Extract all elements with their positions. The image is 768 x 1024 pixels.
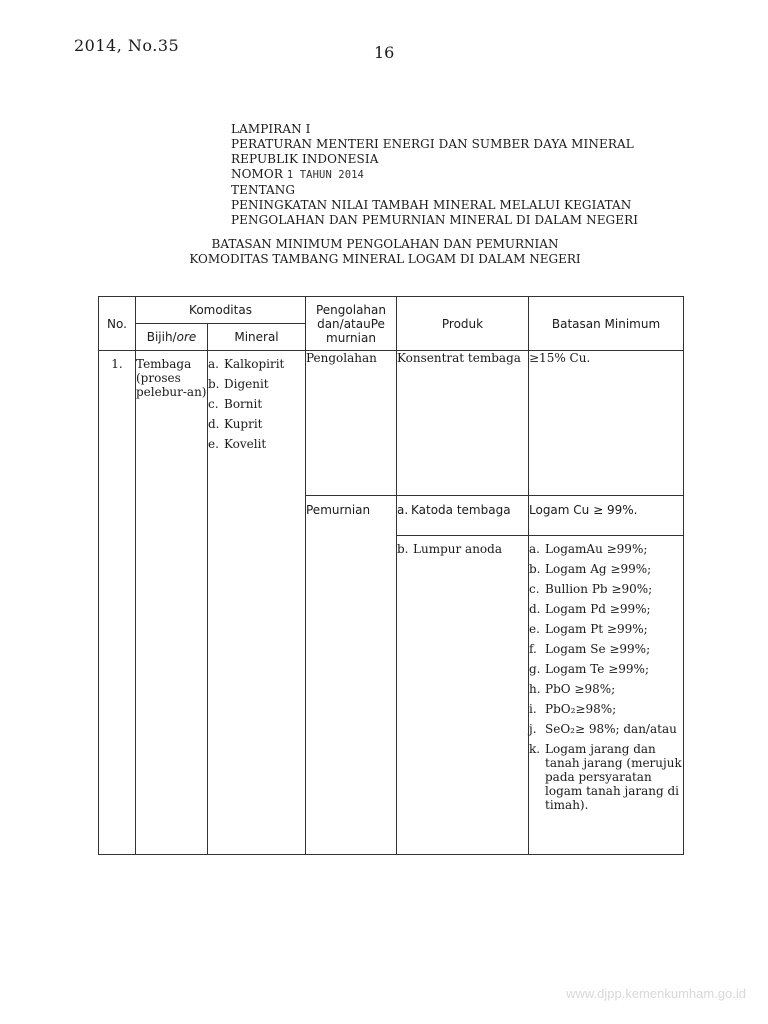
- batasan-mark: j.: [529, 722, 537, 736]
- mineral-name: Kalkopirit: [224, 357, 285, 371]
- batasan-text: Logam Pt ≥99%;: [545, 622, 648, 636]
- nomor-label: NOMOR: [231, 167, 283, 181]
- subject-line: PENGOLAHAN DAN PEMURNIAN MINERAL DI DALAM NEGERI: [231, 213, 639, 227]
- row-number: 1.: [99, 351, 136, 855]
- batasan-text: SeO₂≥ 98%; dan/atau: [545, 722, 677, 736]
- katoda-item: [397, 503, 528, 517]
- watermark-link[interactable]: www.djpp.kemenkumham.go.id: [566, 986, 746, 1001]
- document-number: 2014, No.35: [74, 36, 180, 55]
- batasan-item: [529, 562, 683, 576]
- lumpur-item: [397, 542, 528, 556]
- batasan-mark: h.: [529, 682, 541, 696]
- mineral-item: [208, 397, 305, 411]
- mineral-name: Digenit: [224, 377, 269, 391]
- batasan-mark: k.: [529, 742, 541, 756]
- batasan-item: [529, 622, 683, 636]
- mineral-mark: d.: [208, 417, 220, 431]
- nomor-value: 1 TAHUN 2014: [286, 169, 364, 181]
- header-no: No.: [99, 297, 136, 351]
- header-ore-label: ore: [176, 330, 197, 344]
- table-title: [160, 237, 610, 267]
- mineral-mark: a.: [208, 357, 219, 371]
- mineral-mark: c.: [208, 397, 219, 411]
- mineral-item: [208, 357, 305, 371]
- batasan-mark: e.: [529, 622, 540, 636]
- batasan-mark: f.: [529, 642, 537, 656]
- header-komoditas: Komoditas: [136, 297, 306, 324]
- mineral-list: [208, 351, 306, 855]
- header-batasan: Batasan Minimum: [529, 297, 684, 351]
- batasan-item: [529, 702, 683, 716]
- katoda-mark: a.: [397, 503, 409, 517]
- batasan-item: [529, 682, 683, 696]
- header-mineral: Mineral: [208, 324, 306, 351]
- process-pengolahan: Pengolahan: [306, 351, 397, 496]
- tentang-label: TENTANG: [231, 183, 296, 197]
- process-pemurnian: Pemurnian: [306, 496, 397, 855]
- attachment-heading: [231, 122, 638, 228]
- produk-katoda: [397, 496, 529, 536]
- batasan-text: Logam Pd ≥99%;: [545, 602, 651, 616]
- lumpur-text: Lumpur anoda: [413, 542, 502, 556]
- batasan-text: Logam Te ≥99%;: [545, 662, 649, 676]
- mineral-item: [208, 377, 305, 391]
- title-line-2: KOMODITAS TAMBANG MINERAL LOGAM DI DALAM NEGERI: [189, 252, 581, 266]
- header-bijih-label: Bijih/: [146, 330, 177, 344]
- batasan-mark: a.: [529, 542, 540, 556]
- mineral-mark: e.: [208, 437, 219, 451]
- batasan-text: Logam Se ≥99%;: [545, 642, 651, 656]
- mineral-item: [208, 417, 305, 431]
- mineral-name: Kuprit: [224, 417, 263, 431]
- batasan-text: Bullion Pb ≥90%;: [545, 582, 653, 596]
- batasan-text: Logam Ag ≥99%;: [545, 562, 652, 576]
- batasan-item: [529, 722, 683, 736]
- batasan-item: [529, 662, 683, 676]
- batasan-mark: g.: [529, 662, 541, 676]
- produk-konsentrat: Konsentrat tembaga: [397, 351, 529, 496]
- batasan-text: Logam jarang dan tanah jarang (merujuk pada persyaratan logam tanah jarang di timah).: [545, 742, 682, 812]
- batasan-item: [529, 742, 683, 812]
- batasan-mark: i.: [529, 702, 537, 716]
- batasan-text: PbO₂≥98%;: [545, 702, 617, 716]
- batasan-katoda: Logam Cu ≥ 99%.: [529, 496, 684, 536]
- subject-line: PENINGKATAN NILAI TAMBAH MINERAL MELALUI KEGIATAN: [231, 198, 632, 212]
- katoda-text: Katoda tembaga: [411, 503, 511, 517]
- mineral-name: Bornit: [224, 397, 263, 411]
- page-number: 16: [374, 43, 395, 62]
- mineral-mark: b.: [208, 377, 220, 391]
- bijih-cell: Tembaga (proses pelebur-an): [136, 351, 208, 855]
- batasan-text: LogamAu ≥99%;: [545, 542, 648, 556]
- batasan-konsentrat: ≥15% Cu.: [529, 351, 684, 496]
- batasan-item: [529, 602, 683, 616]
- header-produk: Produk: [397, 297, 529, 351]
- header-bijih: [136, 324, 208, 351]
- batasan-item: [529, 642, 683, 656]
- title-line-1: BATASAN MINIMUM PENGOLAHAN DAN PEMURNIAN: [211, 237, 559, 251]
- lumpur-mark: b.: [397, 542, 409, 556]
- lampiran-line: LAMPIRAN I: [231, 122, 311, 136]
- lampiran-line: REPUBLIK INDONESIA: [231, 152, 379, 166]
- batasan-mark: c.: [529, 582, 540, 596]
- batasan-item: [529, 582, 683, 596]
- batasan-mark: d.: [529, 602, 541, 616]
- batasan-mark: b.: [529, 562, 541, 576]
- nomor-line: [231, 167, 638, 183]
- mineral-name: Kovelit: [224, 437, 267, 451]
- produk-lumpur: [397, 536, 529, 855]
- mineral-item: [208, 437, 305, 451]
- batasan-item: [529, 542, 683, 556]
- header-pengolahan: Pengolahan dan/atauPe murnian: [306, 297, 397, 351]
- commodity-table: [98, 296, 684, 855]
- batasan-lumpur-list: [529, 536, 684, 855]
- lampiran-line: PERATURAN MENTERI ENERGI DAN SUMBER DAYA MINERAL: [231, 137, 634, 151]
- batasan-text: PbO ≥98%;: [545, 682, 616, 696]
